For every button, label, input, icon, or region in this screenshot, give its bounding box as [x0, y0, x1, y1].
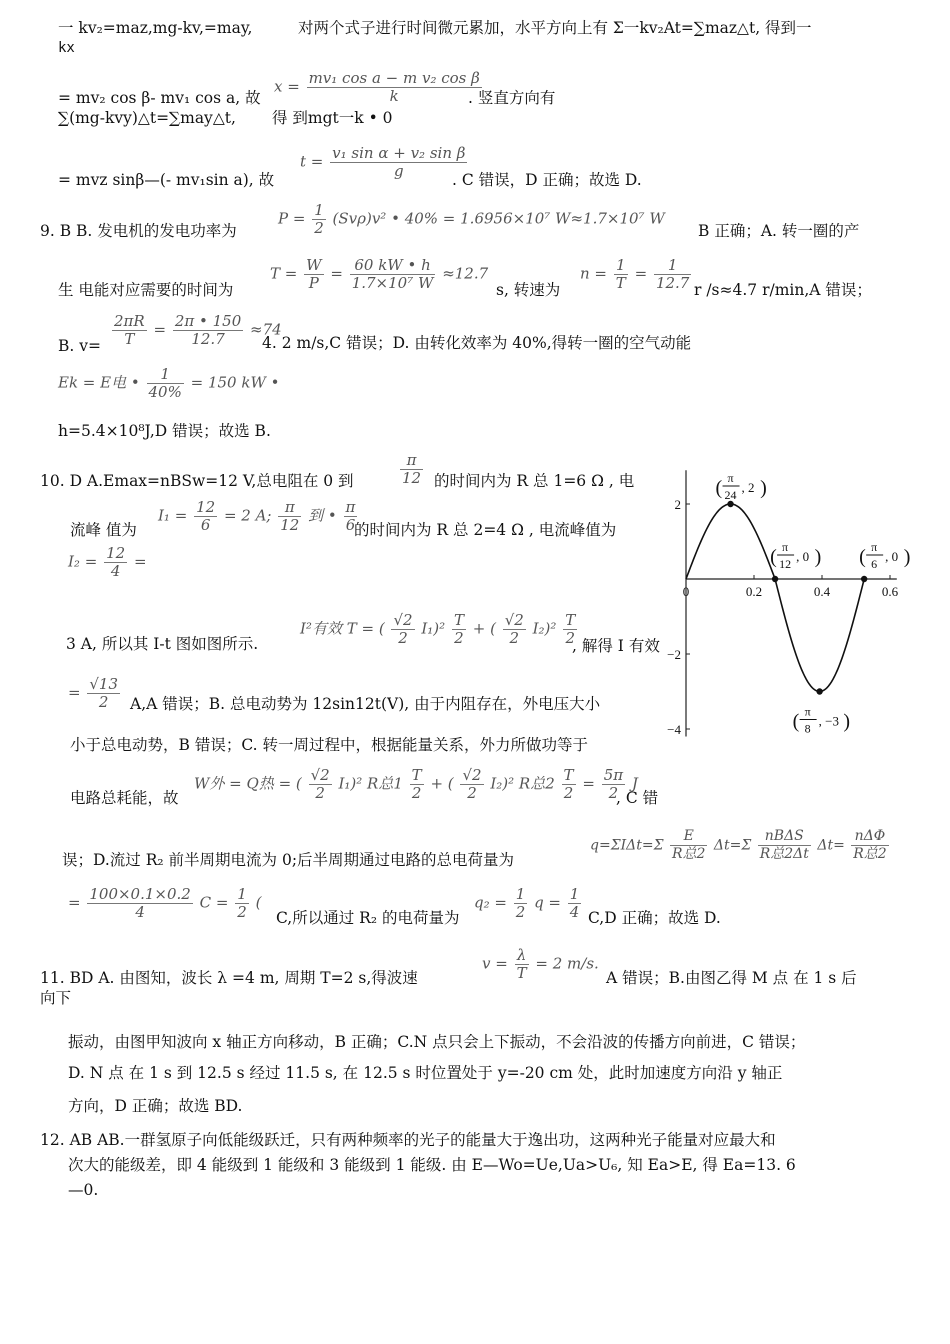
formula: q=ΣIΔt=Σ $\frac{E}{\text{R总2}}$ Δt=Σ $\frac{\text{nBΔS}}{\text{R总2Δt}}$ Δt= $\frac{\text{nΔΦ}}{\text{R总2}}$ [590, 828, 887, 862]
annotation-denominator: 8 [804, 721, 811, 736]
text-line: D. N 点 在 1 s 到 12.5 s 经过 11.5 s, 在 12.5 s 时位置处于 y=-20 cm 处，此时加速度方向沿 y 轴正 [68, 1064, 783, 1082]
x-tick-label: 0.4 [813, 584, 831, 599]
annotation-paren: ( [770, 546, 777, 568]
formula: t = $\frac{\text{v₁ sin α + v₂ sin β}}{g}$ [300, 144, 466, 180]
text-line: s, 转速为 [496, 281, 561, 299]
text-line: 电路总耗能，故 [70, 789, 179, 807]
text-line: ∑(mg-kvy)△t=∑may△t, [58, 109, 236, 127]
formula: x = $\frac{\text{mv₁ cos a − m v₂ cos β}}{k}$ [274, 69, 480, 105]
annotation-numerator: π [782, 540, 789, 554]
annotation-denominator: 12 [779, 557, 792, 571]
data-point [772, 576, 778, 582]
formula: = $\frac{√13}{2}$ [68, 675, 119, 711]
text-line: 得 到mgt一k • 0 [272, 109, 393, 127]
y-tick-label: −4 [667, 722, 681, 737]
x-tick-label: 0.6 [881, 584, 899, 599]
annotation-numerator: π [804, 704, 811, 719]
text-line: 振动，由图甲知波向 x 轴正方向移动，B 正确；C.N 点只会上下振动，不会沿波的传播方向前进，C 错误； [68, 1033, 806, 1051]
x-tick-label: 0.2 [745, 584, 763, 599]
point-annotation [859, 540, 910, 571]
text-line: = mvz sinβ—(- mv₁sin a), 故 [58, 171, 275, 189]
annotation-value: , 0 [796, 549, 810, 564]
formula: $\frac{2\pi R}{T}$ = $\frac{2\pi • 150}{12.7}$ ≈74 [114, 312, 282, 348]
text-line: 3 A, 所以其 I-t 图如图所示. [66, 635, 259, 653]
text-line: 一 kv₂=maz,mg-kv,=may, [58, 19, 253, 37]
question-10-intro: 10. D A.Emax=nBSw=12 V,总电阻在 0 到 [40, 472, 354, 490]
formula: P = $\frac{1}{2}$ (Svρ)v² • 40% = 1.6956×10⁷ W≈1.7×10⁷ W [278, 201, 665, 237]
text-line: 方向，D 正确；故选 BD. [68, 1097, 243, 1115]
annotation-value: , 0 [885, 549, 899, 564]
annotation-paren: ) [903, 546, 911, 568]
current-time-chart [662, 453, 911, 737]
text-line: 流峰 值为 [70, 521, 137, 539]
series-line-0 [686, 504, 775, 579]
text-line: B. v= [58, 337, 101, 355]
text-line: . C 错误，D 正确；故选 D. [452, 171, 642, 189]
text-line: kx [58, 40, 75, 56]
point-annotation [770, 540, 821, 571]
text-line: , 解得 I 有效 [572, 637, 660, 655]
formula: q₂ = $\frac{1}{2}$ q = $\frac{1}{4}$ [474, 885, 580, 921]
question-9-intro: 9. B B. 发电机的发电功率为 [40, 222, 237, 240]
annotation-numerator: π [727, 471, 734, 485]
text-line: C,D 正确；故选 D. [588, 909, 721, 927]
y-tick-label: 2 [674, 497, 681, 512]
formula: n = $\frac{1}{T}$ = $\frac{1}{12.7}$ [580, 256, 690, 292]
y-tick-label: −2 [667, 647, 681, 662]
text-line: , C 错 [616, 789, 659, 807]
text-line: 误；D.流过 R₂ 前半周期电流为 0;后半周期通过电路的总电荷量为 [62, 851, 515, 869]
point-annotation [716, 471, 767, 502]
text-line: 4. 2 m/s,C 错误；D. 由转化效率为 40%,得转一圈的空气动能 [262, 334, 692, 352]
text-line: C,所以通过 R₂ 的电荷量为 [276, 909, 460, 927]
formula: $\frac{\pi}{12}$ [402, 451, 422, 487]
x-tick-label: 0 [682, 584, 690, 599]
text-line: 次大的能级差，即 4 能级到 1 能级和 3 能级到 1 能级. 由 E—Wo=Ue,Ua>U₆, 知 Ea>E, 得 Ea=13. 6 [68, 1156, 796, 1174]
text-line: B 正确；A. 转一圈的产 [698, 222, 860, 240]
annotation-paren: ) [814, 546, 822, 568]
point-annotation [793, 705, 850, 736]
annotation-paren: ( [715, 477, 723, 499]
data-point [816, 688, 822, 694]
text-line: 生 电能对应需要的时间为 [58, 281, 234, 299]
annotation-paren: ) [760, 477, 767, 499]
question-12-intro: 12. AB AB.一群氢原子向低能级跃迁，只有两种频率的光子的能量大于逸出功，这两种光子能量对应最大和 [40, 1131, 776, 1149]
data-point [861, 576, 867, 582]
text-line: r /s≈4.7 r/min,A 错误； [694, 281, 872, 299]
annotation-paren: ) [843, 710, 851, 733]
annotation-denominator: 24 [724, 488, 737, 502]
formula: = $\frac{100\times 0.1\times 0.2}{4}$ C = $\frac{1}{2}$ ( [68, 885, 262, 921]
text-line: —0. [68, 1181, 99, 1199]
text-line: A,A 错误；B. 总电动势为 12sin12t(V), 由于内阻存在，外电压大小 [130, 695, 601, 713]
formula: I²有效 T = ( $\frac{√2}{2}$ I₁)² $\frac{T}{2}$ + ( $\frac{√2}{2}$ I₂)² $\frac{T}{2}$ [300, 611, 576, 647]
formula: I₂ = $\frac{12}{4}$ = [68, 544, 147, 580]
text-line: h=5.4×10⁸J,D 错误；故选 B. [58, 422, 271, 440]
text-line: A 错误；B.由图乙得 M 点 在 1 s 后 [606, 969, 857, 987]
text-line: 的时间内为 R 总 1=6 Ω , 电 [434, 472, 635, 490]
annotation-numerator: π [871, 540, 878, 554]
text-line: = mv₂ cos β- mv₁ cos a, 故 [58, 89, 261, 107]
annotation-paren: ( [859, 546, 866, 568]
annotation-paren: ( [792, 710, 800, 733]
annotation-value: , 2 [741, 480, 755, 495]
text-line: . 竖直方向有 [468, 89, 556, 107]
question-11-intro: 11. BD A. 由图知，波长 λ =4 m, 周期 T=2 s,得波速 [40, 969, 418, 987]
formula: Ek = E电 • $\frac{1}{40\%}$ = 150 kW • [58, 365, 280, 401]
formula: T = $\frac{W}{P}$ = $\frac{60 kW • h}{\text{1.7×10⁷ W}}$ ≈12.7 [270, 256, 489, 292]
formula: W外 = Q热 = ( $\frac{√2}{2}$ I₁)² R总1 $\frac{T}{2}$ + ( $\frac{√2}{2}$ I₂)² R总2 $\frac{T}{2}$ = $\frac{5\pi}{2}$ J [194, 766, 638, 802]
annotation-value: , −3 [818, 713, 839, 729]
formula: v = $\frac{\lambda}{T}$ = 2 m/s. [482, 946, 599, 982]
text-line: 的时间内为 R 总 2=4 Ω , 电流峰值为 [354, 521, 617, 539]
text-line: 对两个式子进行时间微元累加，水平方向上有 Σ一kv₂At=∑maz△t, 得到一 [298, 19, 812, 37]
formula: I₁ = $\frac{12}{6}$ = 2 A; $\frac{\pi}{12}$ 到 • $\frac{\pi}{6}$ [158, 498, 356, 534]
text-line: 小于总电动势，B 错误；C. 转一周过程中，根据能量关系，外力所做功等于 [70, 736, 588, 754]
annotation-denominator: 6 [871, 557, 878, 571]
text-line: 向下 [40, 989, 72, 1007]
